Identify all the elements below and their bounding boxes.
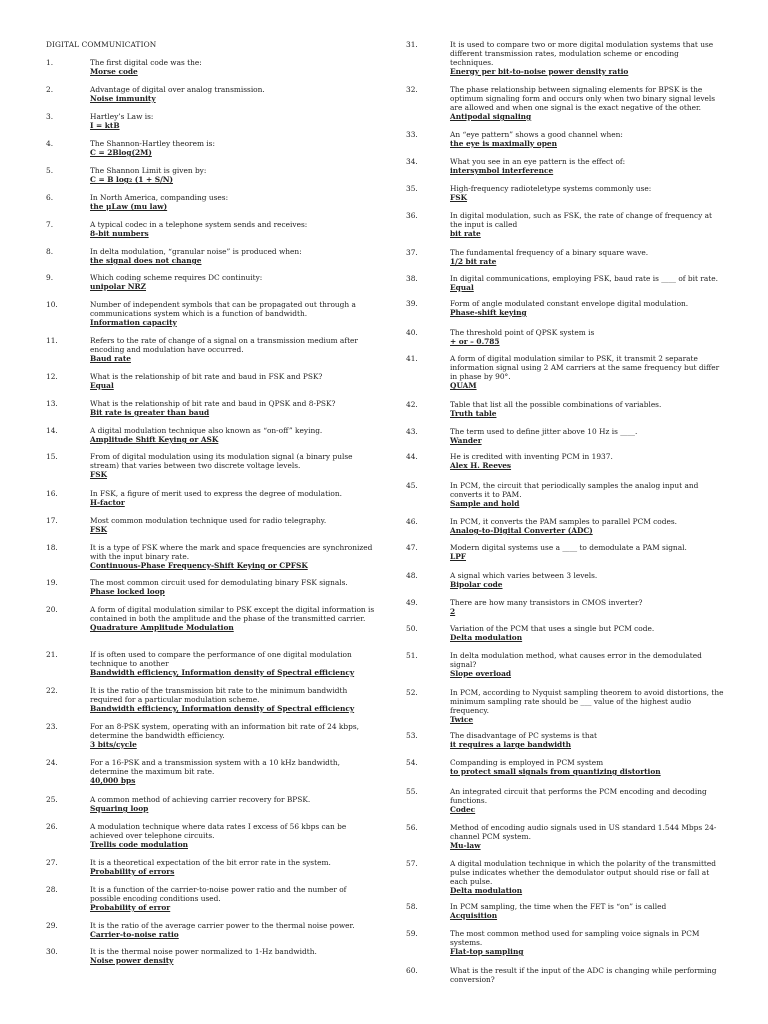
answer-text: Noise power density — [90, 956, 174, 965]
question-body — [450, 130, 724, 148]
question-body — [450, 859, 724, 895]
question-body — [90, 516, 376, 534]
answer-text: Bit rate is greater than baud — [90, 408, 210, 417]
answer-text: C = 2Blog(2M) — [90, 148, 152, 157]
question-text: Refers to the rate of change of a signal on a transmission medium after encoding and modulation have occurred. — [90, 336, 358, 354]
question-number: 32. — [406, 85, 418, 94]
question-text: From of digital modulation using its modulation signal (a binary pulse stream) that varies between two discrete voltage levels. — [90, 452, 353, 470]
answer-text: the μLaw (mu law) — [90, 202, 168, 211]
answer-text: intersymbol interference — [450, 166, 554, 175]
question-text: A signal which varies between 3 levels. — [450, 571, 598, 580]
question-body — [90, 822, 376, 849]
question-number: 35. — [406, 184, 418, 193]
question-text: It is used to compare two or more digital modulation systems that use different transmission rates, modulation scheme or encoding techniques. — [450, 40, 714, 67]
question-body — [90, 543, 376, 570]
answer-text: bit rate — [450, 229, 481, 238]
question-body — [450, 40, 724, 76]
question-text: What is the result if the input of the ADC is changing while performing conversion? — [450, 966, 717, 984]
question-text: The fundamental frequency of a binary square wave. — [450, 248, 649, 257]
question-number: 15. — [46, 452, 58, 461]
question-text: In PCM sampling, the time when the FET is “on” is called — [450, 902, 667, 911]
answer-text: 2 — [450, 607, 456, 616]
question-body — [90, 247, 376, 265]
question-number: 2. — [46, 85, 54, 94]
answer-text: Quadrature Amplitude Modulation — [90, 623, 234, 632]
answer-text: Truth table — [450, 409, 497, 418]
question-number: 19. — [46, 578, 58, 587]
answer-text: Squaring loop — [90, 804, 149, 813]
question-body — [90, 85, 376, 103]
question-number: 20. — [46, 605, 58, 614]
question-number: 54. — [406, 758, 418, 767]
question-number: 17. — [46, 516, 58, 525]
question-number: 25. — [46, 795, 58, 804]
question-text: A form of digital modulation similar to PSK, it transmit 2 separate information signal using 2 AM carriers at the same frequency but differ in phase by 90°. — [450, 354, 720, 381]
question-number: 29. — [46, 921, 58, 930]
answer-text: Slope overload — [450, 669, 512, 678]
question-text: Form of angle modulated constant envelope digital modulation. — [450, 299, 689, 308]
question-body — [450, 452, 724, 470]
question-number: 10. — [46, 300, 58, 309]
question-text: In digital communications, employing FSK, baud rate is ____ of bit rate. — [450, 274, 718, 283]
question-body — [90, 58, 376, 76]
answer-text: Analog-to-Digital Converter (ADC) — [450, 526, 593, 535]
question-text: A digital modulation technique also known as “on-off” keying. — [90, 426, 323, 435]
question-number: 23. — [46, 722, 58, 731]
question-number: 31. — [406, 40, 418, 49]
question-number: 7. — [46, 220, 54, 229]
question-number: 46. — [406, 517, 418, 526]
question-body — [90, 858, 376, 876]
question-number: 49. — [406, 598, 418, 607]
question-text: It is the ratio of the average carrier power to the thermal noise power. — [90, 921, 355, 930]
question-number: 38. — [406, 274, 418, 283]
answer-text: Mu-law — [450, 841, 481, 850]
question-text: In delta modulation method, what causes error in the demodulated signal? — [450, 651, 702, 669]
question-body — [90, 795, 376, 813]
question-text: Companding is employed in PCM system — [450, 758, 604, 767]
answer-text: H-factor — [90, 498, 125, 507]
answer-text: Baud rate — [90, 354, 131, 363]
question-text: The threshold point of QPSK system is — [450, 328, 595, 337]
question-text: The Shannon Limit is given by: — [90, 166, 207, 175]
question-text: In delta modulation, “granular noise” is produced when: — [90, 247, 302, 256]
answer-text: Bandwidth efficiency, Information density of Spectral efficiency — [90, 668, 355, 677]
question-body — [450, 758, 724, 776]
question-text: The Shannon-Hartley theorem is: — [90, 139, 215, 148]
answer-text: Sample and hold — [450, 499, 520, 508]
answer-text: Wander — [450, 436, 482, 445]
question-text: A typical codec in a telephone system sends and receives: — [90, 220, 308, 229]
question-number: 26. — [46, 822, 58, 831]
question-body — [90, 336, 376, 363]
question-number: 40. — [406, 328, 418, 337]
question-text: Table that list all the possible combinations of variables. — [450, 400, 662, 409]
question-body — [450, 157, 724, 175]
answer-text: Flat-top sampling — [450, 947, 524, 956]
question-text: The first digital code was the: — [90, 58, 202, 67]
question-text: Which coding scheme requires DC continuity: — [90, 273, 263, 282]
question-text: The term used to define jitter above 10 Hz is ____. — [450, 427, 638, 436]
question-number: 34. — [406, 157, 418, 166]
question-body — [90, 112, 376, 130]
question-number: 41. — [406, 354, 418, 363]
answer-text: Phase locked loop — [90, 587, 165, 596]
question-number: 5. — [46, 166, 54, 175]
answer-text: LPF — [450, 552, 467, 561]
question-number: 59. — [406, 929, 418, 938]
question-text: In PCM, the circuit that periodically samples the analog input and converts it to PAM. — [450, 481, 699, 499]
question-number: 6. — [46, 193, 54, 202]
question-body — [90, 372, 376, 390]
question-text: Advantage of digital over analog transmission. — [90, 85, 265, 94]
answer-text: QUAM — [450, 381, 477, 390]
question-text: High-frequency radioteletype systems commonly use: — [450, 184, 652, 193]
answer-text: Continuous-Phase Frequency-Shift Keying or CPFSK — [90, 561, 308, 570]
answer-text: Phase-shift keying — [450, 308, 527, 317]
question-text: It is a theoretical expectation of the bit error rate in the system. — [90, 858, 331, 867]
question-text: Variation of the PCM that uses a single but PCM code. — [450, 624, 655, 633]
question-number: 39. — [406, 299, 418, 308]
question-body — [450, 481, 724, 508]
answer-text: 40,000 bps — [90, 776, 136, 785]
question-number: 12. — [46, 372, 58, 381]
question-text: It is a type of FSK where the mark and space frequencies are synchronized with the input binary rate. — [90, 543, 373, 561]
answer-text: Equal — [450, 283, 474, 292]
question-body — [450, 211, 724, 238]
answer-text: Equal — [90, 381, 114, 390]
question-text: For a 16-PSK and a transmission system with a 10 kHz bandwidth, determine the maximum bit rate. — [90, 758, 340, 776]
question-text: It is the thermal noise power normalized to 1-Hz bandwidth. — [90, 947, 317, 956]
answer-text: Trellis code modulation — [90, 840, 188, 849]
answer-text: + or – 0.785 — [450, 337, 500, 346]
question-body — [90, 758, 376, 785]
question-body — [450, 400, 724, 418]
question-number: 56. — [406, 823, 418, 832]
question-text: A digital modulation technique in which the polarity of the transmitted pulse indicates whether the demodulator output should rise or fall at each pulse. — [450, 859, 716, 886]
answer-text: Probability of errors — [90, 867, 175, 876]
question-body — [90, 399, 376, 417]
question-text: Modern digital systems use a ____ to demodulate a PAM signal. — [450, 543, 687, 552]
question-number: 3. — [46, 112, 54, 121]
question-number: 45. — [406, 481, 418, 490]
question-body — [450, 731, 724, 749]
question-body — [450, 85, 724, 121]
question-number: 4. — [46, 139, 54, 148]
question-text: A form of digital modulation similar to PSK except the digital information is contained in both the amplitude and the phase of the transmitted carrier. — [90, 605, 375, 623]
answer-text: it requires a large bandwidth — [450, 740, 571, 749]
question-number: 51. — [406, 651, 418, 660]
question-text: In FSK, a figure of merit used to express the degree of modulation. — [90, 489, 342, 498]
answer-text: Carrier-to-noise ratio — [90, 930, 179, 939]
answer-text: Twice — [450, 715, 474, 724]
answer-text: Bandwidth efficiency, Information density of Spectral efficiency — [90, 704, 355, 713]
question-number: 28. — [46, 885, 58, 894]
question-body — [90, 578, 376, 596]
question-body — [90, 139, 376, 157]
question-body — [450, 328, 724, 346]
question-body — [90, 605, 376, 632]
answer-text: Acquisition — [450, 911, 498, 920]
question-body — [90, 166, 376, 184]
question-body — [90, 686, 376, 713]
question-number: 22. — [46, 686, 58, 695]
question-number: 30. — [46, 947, 58, 956]
question-body — [450, 823, 724, 850]
question-body — [90, 452, 376, 479]
question-text: A modulation technique where data rates I excess of 56 kbps can be achieved over telephone circuits. — [90, 822, 347, 840]
question-text: The phase relationship between signaling elements for BPSK is the optimum signaling form and occurs only when two binary signal levels are allowed and when one signal is the exact negative of the other. — [450, 85, 716, 112]
question-text: What is the relationship of bit rate and baud in FSK and PSK? — [90, 372, 323, 381]
question-number: 18. — [46, 543, 58, 552]
question-number: 44. — [406, 452, 418, 461]
question-number: 48. — [406, 571, 418, 580]
question-number: 43. — [406, 427, 418, 436]
question-text: An integrated circuit that performs the PCM encoding and decoding functions. — [450, 787, 707, 805]
question-text: What you see in an eye pattern is the effect of: — [450, 157, 626, 166]
answer-text: Delta modulation — [450, 633, 523, 642]
question-text: The most common method used for sampling voice signals in PCM systems. — [450, 929, 700, 947]
question-body — [450, 651, 724, 678]
question-text: Hartley’s Law is: — [90, 112, 154, 121]
question-body — [450, 184, 724, 202]
answer-text: FSK — [90, 525, 108, 534]
question-body — [90, 885, 376, 912]
answer-text: Information capacity — [90, 318, 177, 327]
answer-text: Delta modulation — [450, 886, 523, 895]
question-number: 24. — [46, 758, 58, 767]
question-body — [450, 517, 724, 535]
question-number: 33. — [406, 130, 418, 139]
question-body — [90, 947, 376, 965]
answer-text: unipolar NRZ — [90, 282, 147, 291]
question-body — [450, 624, 724, 642]
question-body — [450, 543, 724, 561]
question-number: 47. — [406, 543, 418, 552]
question-text: An “eye pattern” shows a good channel when: — [450, 130, 623, 139]
answer-text: FSK — [450, 193, 468, 202]
question-number: 37. — [406, 248, 418, 257]
answer-text: Bipolar code — [450, 580, 503, 589]
question-body — [450, 248, 724, 266]
question-number: 13. — [46, 399, 58, 408]
question-number: 50. — [406, 624, 418, 633]
question-text: There are how many transistors in CMOS inverter? — [450, 598, 643, 607]
question-text: The disadvantage of PC systems is that — [450, 731, 597, 740]
question-text: He is credited with inventing PCM in 1937. — [450, 452, 613, 461]
answer-text: to protect small signals from quantizing distortion — [450, 767, 661, 776]
question-number: 27. — [46, 858, 58, 867]
question-body — [90, 489, 376, 507]
question-body — [450, 902, 724, 920]
question-body — [90, 426, 376, 444]
question-number: 21. — [46, 650, 58, 659]
question-number: 9. — [46, 273, 54, 282]
question-number: 42. — [406, 400, 418, 409]
question-text: If is often used to compare the performance of one digital modulation technique to another — [90, 650, 352, 668]
question-body — [450, 966, 724, 984]
question-body — [90, 273, 376, 291]
answer-text: Noise immunity — [90, 94, 156, 103]
question-body — [90, 921, 376, 939]
answer-text: 8-bit numbers — [90, 229, 149, 238]
question-text: Method of encoding audio signals used in US standard 1.544 Mbps 24-channel PCM system. — [450, 823, 717, 841]
question-body — [450, 598, 724, 616]
question-body — [450, 274, 724, 292]
answer-text: the signal does not change — [90, 256, 202, 265]
question-text: In digital modulation, such as FSK, the rate of change of frequency at the input is called — [450, 211, 713, 229]
question-text: It is the ratio of the transmission bit rate to the minimum bandwidth required for a particular modulation scheme. — [90, 686, 348, 704]
question-text: In North America, companding uses: — [90, 193, 229, 202]
question-text: What is the relationship of bit rate and baud in QPSK and 8-PSK? — [90, 399, 336, 408]
answer-text: 3 bits/cycle — [90, 740, 137, 749]
question-body — [450, 688, 724, 724]
question-body — [90, 193, 376, 211]
answer-text: I = ktB — [90, 121, 120, 130]
question-text: It is a function of the carrier-to-noise power ratio and the number of possible encoding conditions used. — [90, 885, 347, 903]
question-number: 16. — [46, 489, 58, 498]
question-body — [450, 571, 724, 589]
question-body — [90, 220, 376, 238]
answer-text: Antipodal signaling — [450, 112, 532, 121]
question-text: For an 8-PSK system, operating with an information bit rate of 24 kbps, determine the bandwidth efficiency. — [90, 722, 360, 740]
question-body — [450, 299, 724, 317]
question-number: 60. — [406, 966, 418, 975]
question-number: 57. — [406, 859, 418, 868]
question-number: 8. — [46, 247, 54, 256]
question-number: 55. — [406, 787, 418, 796]
question-text: Number of independent symbols that can be propagated out through a communications system which is a function of bandwidth. — [90, 300, 356, 318]
question-number: 14. — [46, 426, 58, 435]
answer-text: Amplitude Shift Keying or ASK — [90, 435, 219, 444]
question-body — [90, 722, 376, 749]
question-body — [90, 300, 376, 327]
question-number: 53. — [406, 731, 418, 740]
answer-text: C = B log₂ (1 + S/N) — [90, 175, 174, 184]
question-text: A common method of achieving carrier recovery for BPSK. — [90, 795, 311, 804]
question-number: 36. — [406, 211, 418, 220]
question-body — [90, 650, 376, 677]
question-number: 58. — [406, 902, 418, 911]
question-body — [450, 787, 724, 814]
question-text: Most common modulation technique used for radio telegraphy. — [90, 516, 327, 525]
answer-text: Codec — [450, 805, 476, 814]
question-body — [450, 929, 724, 956]
answer-text: Energy per bit-to-noise power density ratio — [450, 67, 629, 76]
question-body — [450, 354, 724, 390]
question-number: 11. — [46, 336, 58, 345]
answer-text: Morse code — [90, 67, 138, 76]
answer-text: 1/2 bit rate — [450, 257, 497, 266]
question-text: In PCM, it converts the PAM samples to parallel PCM codes. — [450, 517, 678, 526]
question-number: 52. — [406, 688, 418, 697]
question-number: 1. — [46, 58, 54, 67]
question-body — [450, 427, 724, 445]
answer-text: Probability of error — [90, 903, 171, 912]
document-title: DIGITAL COMMUNICATION — [46, 40, 157, 49]
question-text: The most common circuit used for demodulating binary FSK signals. — [90, 578, 348, 587]
answer-text: the eye is maximally open — [450, 139, 557, 148]
answer-text: FSK — [90, 470, 108, 479]
question-text: In PCM, according to Nyquist sampling theorem to avoid distortions, the minimum sampling rate should be ___ value of the highest audio frequency. — [450, 688, 724, 715]
answer-text: Alex H. Reeves — [450, 461, 512, 470]
